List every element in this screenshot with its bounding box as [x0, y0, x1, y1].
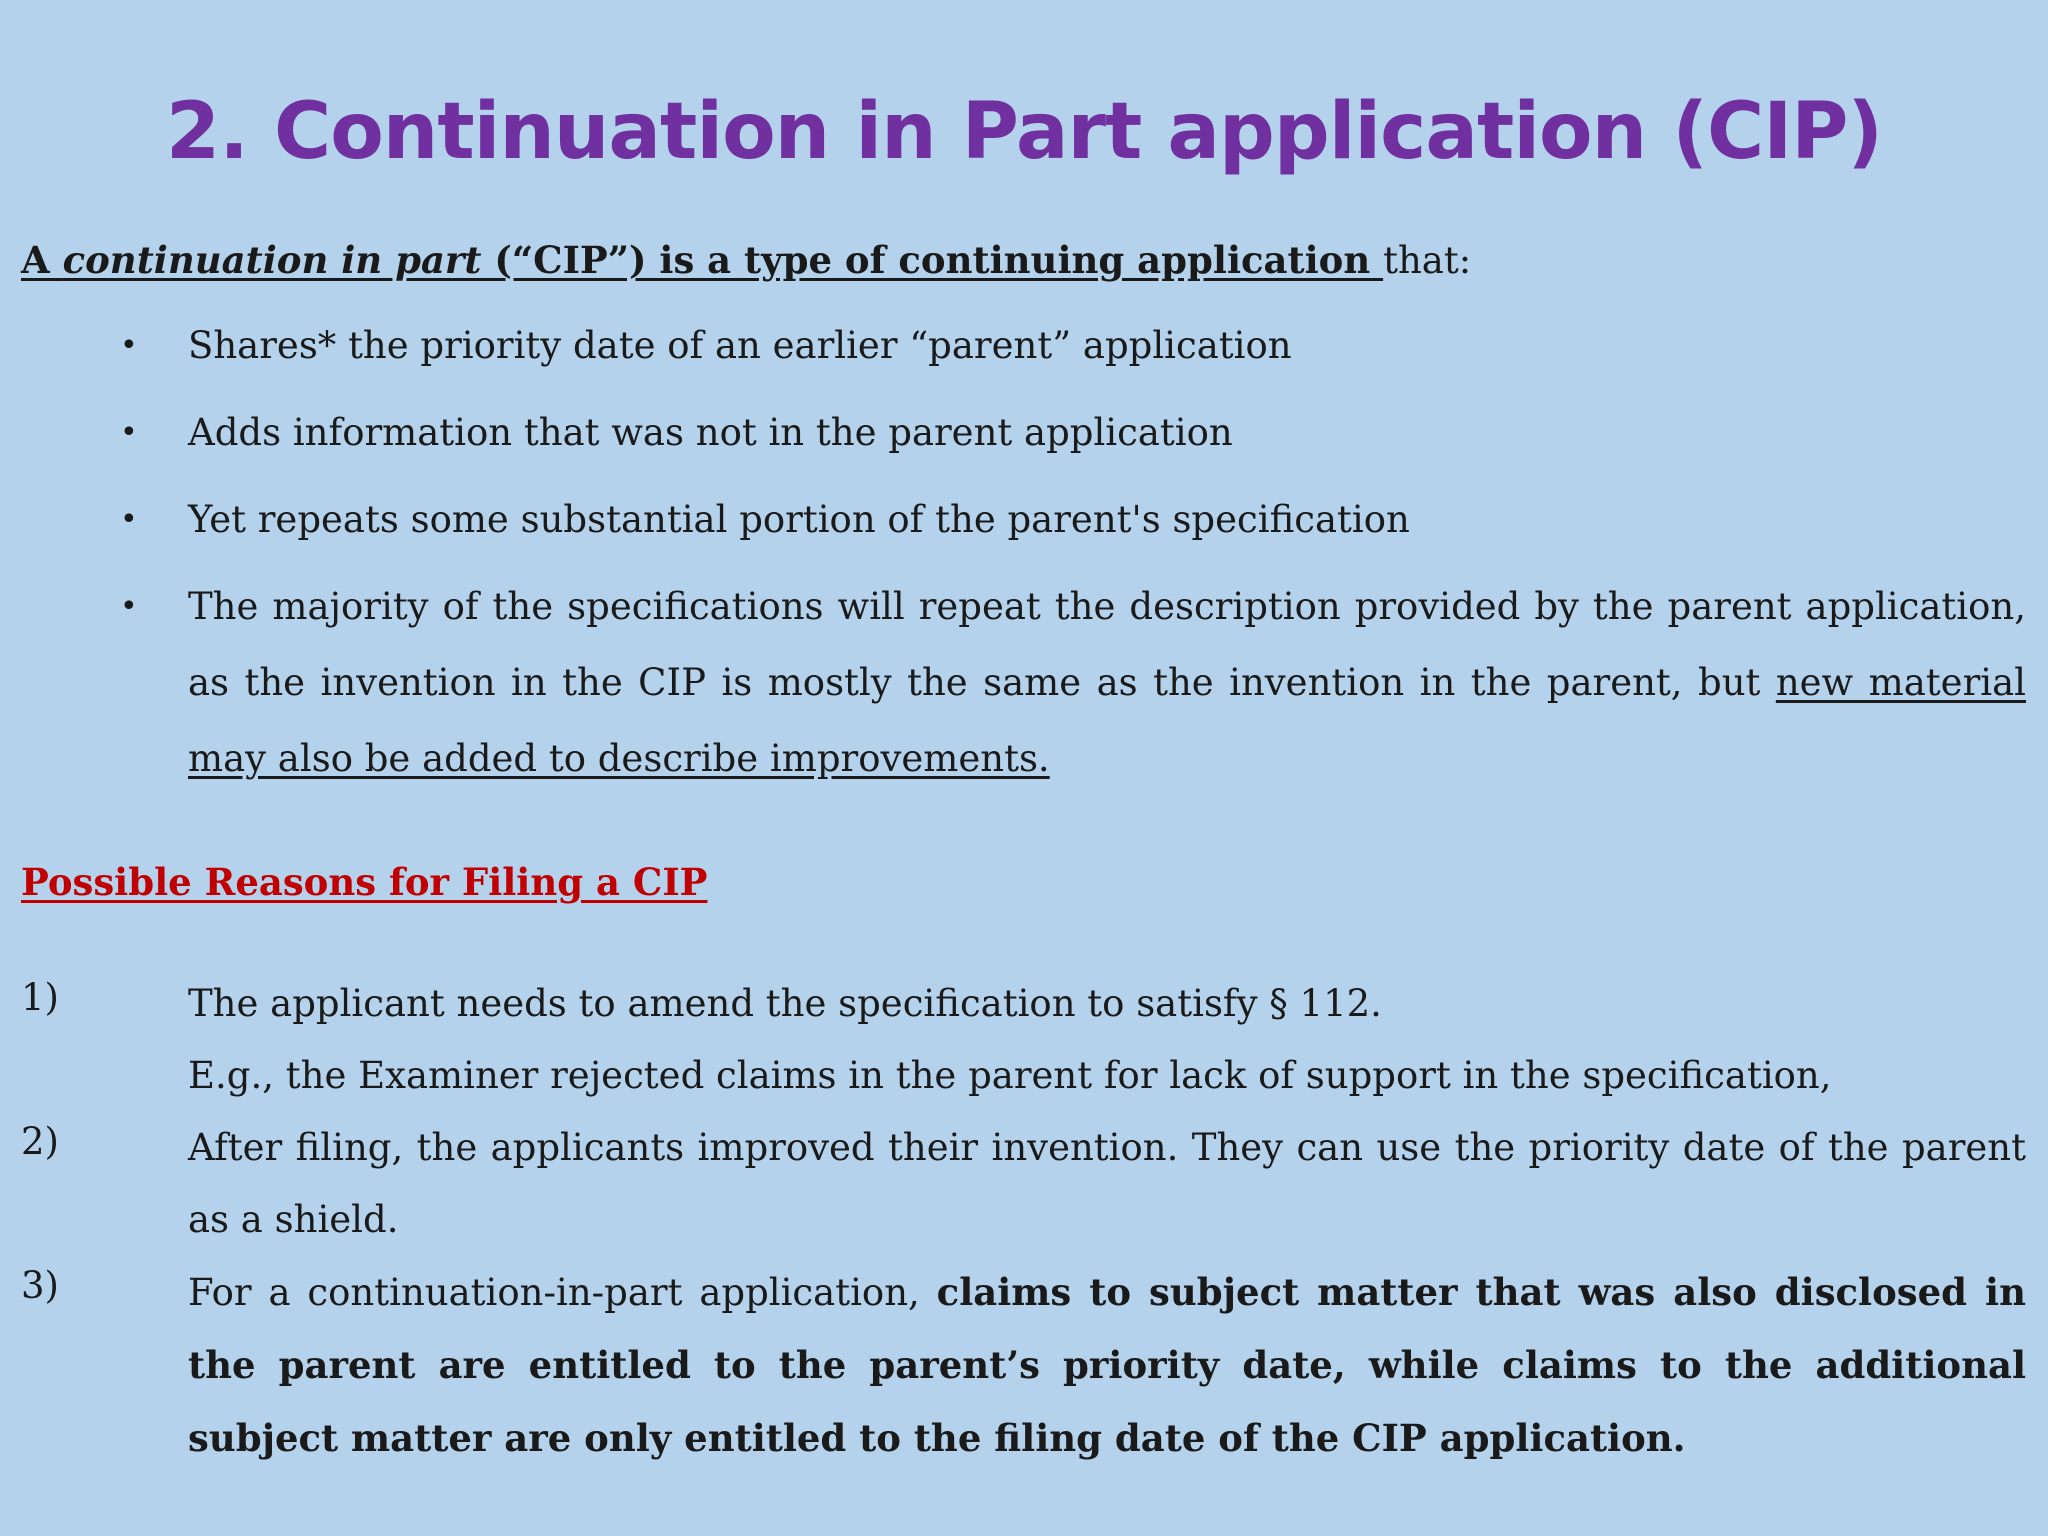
intro-tail: that:: [1383, 239, 1472, 282]
bullet-dot: •: [120, 589, 138, 624]
reason-line: The applicant needs to amend the specification to satisfy § 112.: [188, 982, 1382, 1025]
intro-lead-prefix: A: [21, 238, 63, 282]
bullet-text: Adds information that was not in the parent application: [188, 411, 1233, 454]
reason-text-bold: claims to subject matter that was also disclosed in the parent are entitled to the parent’s priority date, while claims to the additional subject matter are only entitled to the filing date of the CIP application.: [188, 1270, 2026, 1460]
intro-lead-suffix: (“CIP”) is a type of continuing application: [481, 238, 1384, 282]
bullet-text: Shares* the priority date of an earlier “parent” application: [188, 324, 1292, 367]
intro-lead-italic: continuation in part: [62, 238, 482, 282]
reason-text: [188, 968, 2026, 1040]
reason-number: 3): [21, 1264, 59, 1307]
reason-line: E.g., the Examiner rejected claims in the parent for lack of support in the specification,: [188, 1054, 1832, 1097]
bullet-text: Yet repeats some substantial portion of the parent's specification: [188, 498, 1410, 541]
reason-text: [188, 1256, 2026, 1475]
bullet-dot: •: [120, 415, 138, 450]
reason-number: 2): [21, 1120, 59, 1163]
bullet-dot: •: [120, 328, 138, 363]
bullet-text: [188, 569, 2026, 797]
reason-text: [188, 1040, 2026, 1112]
reason-text: After filing, the applicants improved their invention. They can use the priority date of the parent as a shield.: [188, 1126, 2026, 1241]
intro-sentence: [21, 232, 1471, 289]
reason-number: 1): [21, 976, 59, 1019]
intro-lead: [21, 238, 1383, 282]
reason-text-plain: For a continuation-in-part application,: [188, 1271, 937, 1314]
slide-title: 2. Continuation in Part application (CIP): [165, 87, 1883, 177]
section-heading: Possible Reasons for Filing a CIP: [21, 860, 708, 904]
bullet-text-plain: The majority of the specifications will repeat the description provided by the parent application, as the invention in the CIP is mostly the same as the invention in the parent, but: [188, 585, 2026, 704]
bullet-text-underlined: new material may also be added to describe improvements.: [188, 661, 2026, 780]
bullet-dot: •: [120, 502, 138, 537]
